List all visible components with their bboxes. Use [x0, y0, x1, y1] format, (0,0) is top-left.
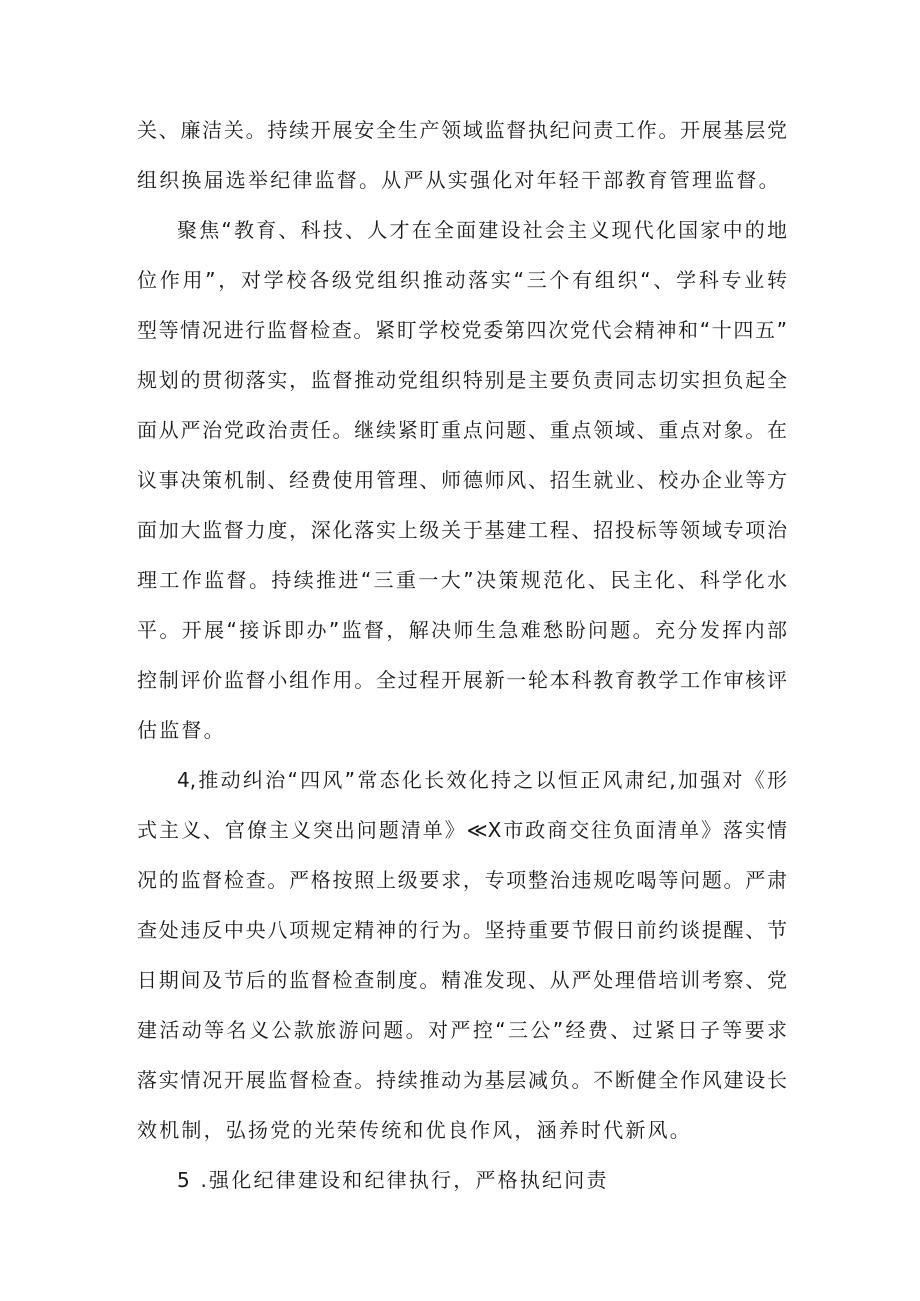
text-line: 估监督。	[137, 718, 226, 742]
text-line: 4,推动纠治“四风”常态化长效化持之以恒正风肃纪,加强对《形	[177, 768, 787, 792]
text-line: 建活动等名义公款旅游问题。对严控“三公”经费、过紧日子等要求	[137, 1018, 787, 1042]
text-line: 查处违反中央八项规定精神的行为。坚持重要节假日前约谈提醒、节	[137, 918, 787, 942]
text-line: 规划的贯彻落实，监督推动党组织特别是主要负责同志切实担负起全	[137, 368, 787, 392]
text-line: 况的监督检查。严格按照上级要求，专项整治违规吃喝等问题。严肃	[137, 868, 787, 892]
text-line: 理工作监督。持续推进“三重一大”决策规范化、民主化、科学化水	[137, 568, 787, 592]
text-line: 面从严治党政治责任。继续紧盯重点问题、重点领域、重点对象。在	[137, 418, 787, 442]
heading-line: 5 .强化纪律建设和纪律执行，严格执纪问责	[177, 1168, 609, 1192]
text-line: 平。开展“接诉即办”监督，解决师生急难愁盼问题。充分发挥内部	[137, 618, 787, 642]
text-line: 效机制，弘扬党的光荣传统和优良作风，涵养时代新风。	[137, 1118, 692, 1142]
text-line: 落实情况开展监督检查。持续推动为基层减负。不断健全作风建设长	[137, 1068, 787, 1092]
text-line: 日期间及节后的监督检查制度。精准发现、从严处理借培训考察、党	[137, 968, 787, 992]
text-line: 控制评价监督小组作用。全过程开展新一轮本科教育教学工作审核评	[137, 668, 787, 692]
text-line: 位作用”，对学校各级党组织推动落实“三个有组织“、学科专业转	[137, 268, 787, 292]
text-line: 聚焦“教育、科技、人才在全面建设社会主义现代化国家中的地	[177, 218, 787, 242]
text-line: 式主义、官僚主义突出问题清单》≪X市政商交往负面清单》落实情	[137, 818, 787, 842]
text-line: 组织换届选举纪律监督。从严从实强化对年轻干部教育管理监督。	[137, 168, 781, 192]
text-line: 面加大监督力度，深化落实上级关于基建工程、招投标等领域专项治	[137, 518, 787, 542]
text-line: 型等情况进行监督检查。紧盯学校党委第四次党代会精神和“十四五”	[137, 318, 787, 342]
text-line: 议事决策机制、经费使用管理、师德师风、招生就业、校办企业等方	[137, 468, 787, 492]
text-line: 关、廉洁关。持续开展安全生产领域监督执纪问责工作。开展基层党	[137, 118, 787, 142]
